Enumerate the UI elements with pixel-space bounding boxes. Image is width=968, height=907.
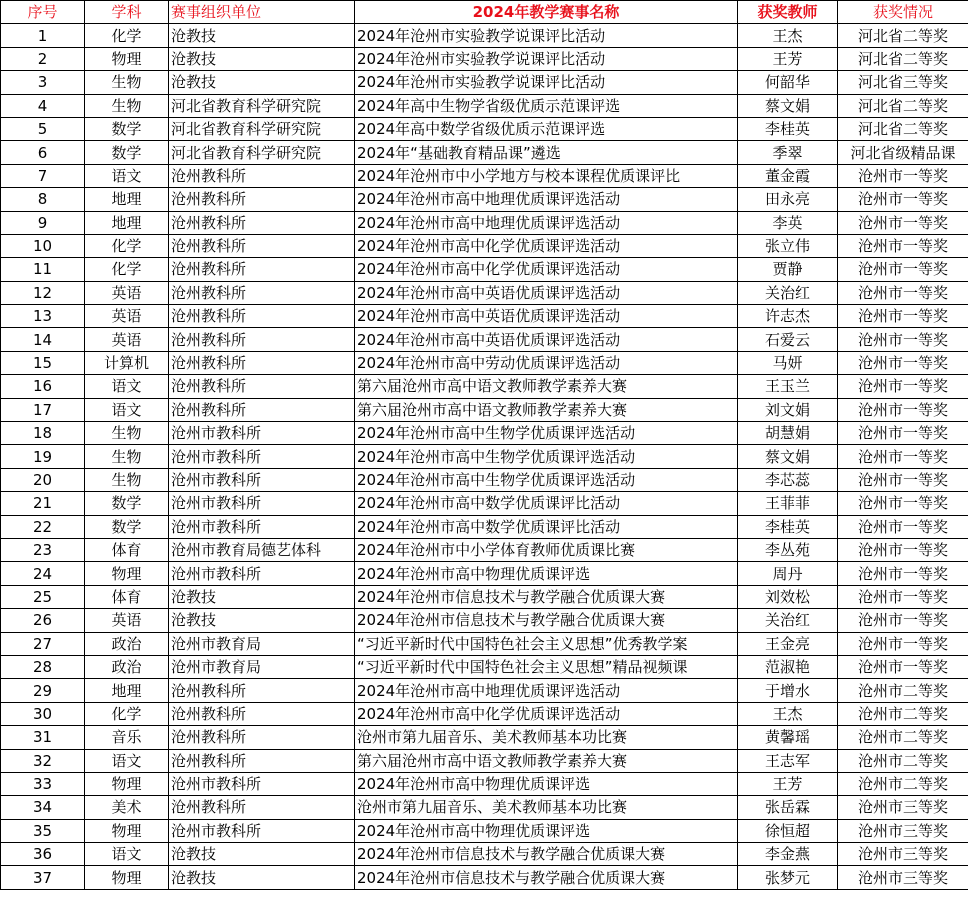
table-row <box>1 726 968 749</box>
cell-no: 5 <box>1 117 85 140</box>
cell-competition: 2024年沧州市高中劳动优质课评选活动 <box>355 351 738 374</box>
cell-organizer: 河北省教育科学研究院 <box>169 117 355 140</box>
cell-competition: 第六届沧州市高中语文教师教学素养大赛 <box>355 749 738 772</box>
cell-competition: 2024年沧州市实验教学说课评比活动 <box>355 24 738 47</box>
header-teacher: 获奖教师 <box>738 1 838 24</box>
table-row <box>1 819 968 842</box>
cell-award: 沧州市一等奖 <box>838 492 968 515</box>
header-competition: 2024年教学赛事名称 <box>355 1 738 24</box>
cell-no: 28 <box>1 655 85 678</box>
cell-no: 24 <box>1 562 85 585</box>
cell-organizer: 沧教技 <box>169 866 355 889</box>
cell-no: 30 <box>1 702 85 725</box>
cell-teacher: 胡慧娟 <box>738 422 838 445</box>
cell-no: 13 <box>1 305 85 328</box>
cell-subject: 物理 <box>85 562 169 585</box>
cell-award: 河北省二等奖 <box>838 47 968 70</box>
cell-award: 沧州市一等奖 <box>838 351 968 374</box>
cell-teacher: 李金燕 <box>738 843 838 866</box>
cell-competition: 第六届沧州市高中语文教师教学素养大赛 <box>355 398 738 421</box>
table-row <box>1 796 968 819</box>
cell-organizer: 沧州教科所 <box>169 305 355 328</box>
cell-competition: 2024年高中生物学省级优质示范课评选 <box>355 94 738 117</box>
header-row <box>1 1 968 24</box>
cell-no: 1 <box>1 24 85 47</box>
cell-award: 沧州市一等奖 <box>838 445 968 468</box>
cell-competition: 2024年沧州市高中英语优质课评选活动 <box>355 328 738 351</box>
cell-teacher: 季翠 <box>738 141 838 164</box>
table-row <box>1 422 968 445</box>
cell-no: 31 <box>1 726 85 749</box>
cell-competition: 2024年沧州市信息技术与教学融合优质课大赛 <box>355 843 738 866</box>
cell-organizer: 沧州市教育局 <box>169 655 355 678</box>
cell-no: 36 <box>1 843 85 866</box>
cell-teacher: 何韶华 <box>738 71 838 94</box>
cell-organizer: 沧州教科所 <box>169 796 355 819</box>
cell-teacher: 王玉兰 <box>738 375 838 398</box>
cell-competition: 2024年沧州市高中地理优质课评选活动 <box>355 679 738 702</box>
table-row <box>1 843 968 866</box>
cell-award: 沧州市三等奖 <box>838 843 968 866</box>
cell-no: 10 <box>1 234 85 257</box>
table-row <box>1 351 968 374</box>
cell-teacher: 李丛苑 <box>738 538 838 561</box>
cell-competition: 2024年沧州市中小学地方与校本课程优质课评比 <box>355 164 738 187</box>
cell-competition: 2024年高中数学省级优质示范课评选 <box>355 117 738 140</box>
cell-competition: 2024年沧州市高中地理优质课评选活动 <box>355 211 738 234</box>
cell-award: 沧州市一等奖 <box>838 422 968 445</box>
cell-organizer: 沧州教科所 <box>169 328 355 351</box>
cell-subject: 英语 <box>85 328 169 351</box>
cell-subject: 语文 <box>85 164 169 187</box>
cell-award: 沧州市一等奖 <box>838 164 968 187</box>
cell-subject: 政治 <box>85 632 169 655</box>
cell-competition: 2024年沧州市信息技术与教学融合优质课大赛 <box>355 866 738 889</box>
cell-subject: 英语 <box>85 609 169 632</box>
cell-award: 河北省二等奖 <box>838 94 968 117</box>
cell-no: 4 <box>1 94 85 117</box>
header-subject: 学科 <box>85 1 169 24</box>
cell-award: 沧州市二等奖 <box>838 772 968 795</box>
cell-competition: 2024年沧州市信息技术与教学融合优质课大赛 <box>355 609 738 632</box>
cell-competition: 2024年沧州市高中物理优质课评选 <box>355 819 738 842</box>
cell-no: 8 <box>1 188 85 211</box>
cell-teacher: 关治红 <box>738 609 838 632</box>
cell-organizer: 沧州市教科所 <box>169 468 355 491</box>
cell-competition: 2024年沧州市信息技术与教学融合优质课大赛 <box>355 585 738 608</box>
table-row <box>1 492 968 515</box>
cell-teacher: 张岳霖 <box>738 796 838 819</box>
cell-organizer: 沧州市教育局德艺体科 <box>169 538 355 561</box>
cell-award: 河北省二等奖 <box>838 117 968 140</box>
cell-no: 21 <box>1 492 85 515</box>
cell-subject: 生物 <box>85 422 169 445</box>
cell-subject: 计算机 <box>85 351 169 374</box>
cell-subject: 化学 <box>85 702 169 725</box>
cell-competition: 2024年沧州市高中英语优质课评选活动 <box>355 305 738 328</box>
header-award: 获奖情况 <box>838 1 968 24</box>
cell-no: 12 <box>1 281 85 304</box>
cell-subject: 音乐 <box>85 726 169 749</box>
cell-subject: 数学 <box>85 117 169 140</box>
table-row <box>1 71 968 94</box>
cell-organizer: 沧州教科所 <box>169 702 355 725</box>
cell-teacher: 王志军 <box>738 749 838 772</box>
cell-no: 20 <box>1 468 85 491</box>
cell-competition: 2024年沧州市高中生物学优质课评选活动 <box>355 445 738 468</box>
cell-competition: 2024年沧州市高中生物学优质课评选活动 <box>355 468 738 491</box>
cell-organizer: 沧州教科所 <box>169 281 355 304</box>
table-row <box>1 609 968 632</box>
cell-subject: 英语 <box>85 281 169 304</box>
cell-competition: 沧州市第九届音乐、美术教师基本功比赛 <box>355 796 738 819</box>
cell-competition: 2024年沧州市高中地理优质课评选活动 <box>355 188 738 211</box>
table-row <box>1 234 968 257</box>
cell-teacher: 蔡文娟 <box>738 445 838 468</box>
table-row <box>1 585 968 608</box>
cell-competition: “习近平新时代中国特色社会主义思想”优秀教学案 <box>355 632 738 655</box>
cell-organizer: 河北省教育科学研究院 <box>169 141 355 164</box>
cell-subject: 物理 <box>85 819 169 842</box>
cell-no: 35 <box>1 819 85 842</box>
cell-competition: 2024年沧州市高中数学优质课评比活动 <box>355 492 738 515</box>
cell-competition: 2024年沧州市高中英语优质课评选活动 <box>355 281 738 304</box>
cell-teacher: 王杰 <box>738 24 838 47</box>
cell-organizer: 沧州市教科所 <box>169 515 355 538</box>
cell-teacher: 贾静 <box>738 258 838 281</box>
cell-subject: 政治 <box>85 655 169 678</box>
cell-subject: 数学 <box>85 492 169 515</box>
cell-teacher: 王菲菲 <box>738 492 838 515</box>
cell-no: 37 <box>1 866 85 889</box>
cell-organizer: 沧州教科所 <box>169 398 355 421</box>
cell-award: 沧州市二等奖 <box>838 749 968 772</box>
table-row <box>1 702 968 725</box>
cell-teacher: 于增水 <box>738 679 838 702</box>
cell-teacher: 李英 <box>738 211 838 234</box>
table-row <box>1 632 968 655</box>
cell-no: 16 <box>1 375 85 398</box>
cell-organizer: 沧教技 <box>169 843 355 866</box>
table-row <box>1 281 968 304</box>
cell-award: 沧州市一等奖 <box>838 632 968 655</box>
cell-no: 18 <box>1 422 85 445</box>
cell-teacher: 王金亮 <box>738 632 838 655</box>
cell-competition: 2024年沧州市实验教学说课评比活动 <box>355 71 738 94</box>
cell-organizer: 沧州教科所 <box>169 211 355 234</box>
cell-no: 23 <box>1 538 85 561</box>
cell-subject: 地理 <box>85 679 169 702</box>
cell-organizer: 沧州教科所 <box>169 188 355 211</box>
cell-teacher: 刘效松 <box>738 585 838 608</box>
cell-no: 9 <box>1 211 85 234</box>
cell-subject: 物理 <box>85 47 169 70</box>
table-row <box>1 141 968 164</box>
cell-award: 沧州市一等奖 <box>838 375 968 398</box>
cell-no: 6 <box>1 141 85 164</box>
cell-competition: 2024年沧州市高中化学优质课评选活动 <box>355 258 738 281</box>
cell-award: 沧州市一等奖 <box>838 609 968 632</box>
table-row <box>1 164 968 187</box>
cell-teacher: 蔡文娟 <box>738 94 838 117</box>
cell-teacher: 王芳 <box>738 47 838 70</box>
cell-organizer: 沧州市教科所 <box>169 445 355 468</box>
cell-award: 沧州市三等奖 <box>838 819 968 842</box>
cell-award: 沧州市一等奖 <box>838 328 968 351</box>
cell-subject: 数学 <box>85 141 169 164</box>
cell-organizer: 河北省教育科学研究院 <box>169 94 355 117</box>
cell-teacher: 张梦元 <box>738 866 838 889</box>
table-row <box>1 211 968 234</box>
cell-competition: 2024年沧州市高中化学优质课评选活动 <box>355 234 738 257</box>
table-row <box>1 538 968 561</box>
table-body <box>1 24 968 889</box>
cell-award: 河北省三等奖 <box>838 71 968 94</box>
cell-subject: 美术 <box>85 796 169 819</box>
cell-no: 19 <box>1 445 85 468</box>
table-row <box>1 328 968 351</box>
cell-no: 34 <box>1 796 85 819</box>
cell-organizer: 沧教技 <box>169 585 355 608</box>
cell-subject: 化学 <box>85 234 169 257</box>
cell-teacher: 李桂英 <box>738 117 838 140</box>
table-row <box>1 305 968 328</box>
cell-organizer: 沧教技 <box>169 609 355 632</box>
cell-no: 29 <box>1 679 85 702</box>
table-row <box>1 562 968 585</box>
table-row <box>1 772 968 795</box>
cell-subject: 化学 <box>85 24 169 47</box>
cell-award: 沧州市二等奖 <box>838 702 968 725</box>
cell-subject: 语文 <box>85 843 169 866</box>
cell-competition: “习近平新时代中国特色社会主义思想”精品视频课 <box>355 655 738 678</box>
cell-teacher: 张立伟 <box>738 234 838 257</box>
cell-no: 32 <box>1 749 85 772</box>
cell-subject: 语文 <box>85 375 169 398</box>
cell-competition: 2024年沧州市实验教学说课评比活动 <box>355 47 738 70</box>
cell-no: 25 <box>1 585 85 608</box>
cell-competition: 2024年沧州市高中数学优质课评比活动 <box>355 515 738 538</box>
cell-organizer: 沧州教科所 <box>169 164 355 187</box>
cell-teacher: 徐恒超 <box>738 819 838 842</box>
table-row <box>1 94 968 117</box>
cell-competition: 2024年沧州市高中化学优质课评选活动 <box>355 702 738 725</box>
cell-organizer: 沧州市教科所 <box>169 492 355 515</box>
cell-subject: 生物 <box>85 445 169 468</box>
table-row <box>1 188 968 211</box>
cell-organizer: 沧州教科所 <box>169 351 355 374</box>
header-organizer: 赛事组织单位 <box>169 1 355 24</box>
cell-subject: 物理 <box>85 866 169 889</box>
cell-award: 河北省级精品课 <box>838 141 968 164</box>
cell-competition: 2024年沧州市高中生物学优质课评选活动 <box>355 422 738 445</box>
cell-organizer: 沧州市教科所 <box>169 819 355 842</box>
table-row <box>1 679 968 702</box>
cell-award: 沧州市一等奖 <box>838 585 968 608</box>
table-row <box>1 866 968 889</box>
cell-award: 沧州市一等奖 <box>838 234 968 257</box>
cell-subject: 数学 <box>85 515 169 538</box>
header-no: 序号 <box>1 1 85 24</box>
cell-organizer: 沧州市教科所 <box>169 562 355 585</box>
cell-teacher: 石爱云 <box>738 328 838 351</box>
cell-award: 沧州市一等奖 <box>838 655 968 678</box>
table-row <box>1 515 968 538</box>
table-row <box>1 655 968 678</box>
cell-award: 沧州市一等奖 <box>838 258 968 281</box>
cell-award: 沧州市三等奖 <box>838 866 968 889</box>
cell-subject: 英语 <box>85 305 169 328</box>
cell-no: 17 <box>1 398 85 421</box>
cell-teacher: 马妍 <box>738 351 838 374</box>
cell-organizer: 沧州教科所 <box>169 726 355 749</box>
cell-subject: 生物 <box>85 468 169 491</box>
cell-award: 沧州市二等奖 <box>838 679 968 702</box>
cell-organizer: 沧州教科所 <box>169 679 355 702</box>
cell-no: 11 <box>1 258 85 281</box>
cell-teacher: 王杰 <box>738 702 838 725</box>
cell-no: 27 <box>1 632 85 655</box>
cell-organizer: 沧州市教科所 <box>169 772 355 795</box>
cell-organizer: 沧教技 <box>169 71 355 94</box>
cell-organizer: 沧州市教科所 <box>169 422 355 445</box>
table-row <box>1 258 968 281</box>
cell-award: 沧州市一等奖 <box>838 188 968 211</box>
cell-teacher: 许志杰 <box>738 305 838 328</box>
cell-no: 7 <box>1 164 85 187</box>
table-row <box>1 398 968 421</box>
cell-organizer: 沧州教科所 <box>169 375 355 398</box>
cell-organizer: 沧教技 <box>169 24 355 47</box>
cell-award: 沧州市一等奖 <box>838 562 968 585</box>
cell-award: 沧州市三等奖 <box>838 796 968 819</box>
cell-subject: 体育 <box>85 538 169 561</box>
table-row <box>1 468 968 491</box>
cell-competition: 2024年沧州市高中物理优质课评选 <box>355 772 738 795</box>
cell-subject: 生物 <box>85 71 169 94</box>
cell-no: 2 <box>1 47 85 70</box>
cell-no: 33 <box>1 772 85 795</box>
table-row <box>1 445 968 468</box>
table-row <box>1 117 968 140</box>
cell-teacher: 李芯蕊 <box>738 468 838 491</box>
cell-award: 沧州市一等奖 <box>838 211 968 234</box>
cell-organizer: 沧州教科所 <box>169 234 355 257</box>
cell-no: 14 <box>1 328 85 351</box>
cell-teacher: 董金霞 <box>738 164 838 187</box>
cell-no: 15 <box>1 351 85 374</box>
cell-competition: 2024年“基础教育精品课”遴选 <box>355 141 738 164</box>
cell-no: 22 <box>1 515 85 538</box>
cell-award: 沧州市一等奖 <box>838 468 968 491</box>
cell-no: 26 <box>1 609 85 632</box>
table-row <box>1 24 968 47</box>
cell-teacher: 王芳 <box>738 772 838 795</box>
cell-subject: 化学 <box>85 258 169 281</box>
cell-organizer: 沧教技 <box>169 47 355 70</box>
cell-teacher: 关治红 <box>738 281 838 304</box>
cell-subject: 语文 <box>85 749 169 772</box>
cell-no: 3 <box>1 71 85 94</box>
cell-award: 沧州市一等奖 <box>838 538 968 561</box>
table-row <box>1 47 968 70</box>
cell-subject: 生物 <box>85 94 169 117</box>
cell-organizer: 沧州市教育局 <box>169 632 355 655</box>
cell-subject: 地理 <box>85 211 169 234</box>
cell-competition: 2024年沧州市中小学体育教师优质课比赛 <box>355 538 738 561</box>
cell-competition: 沧州市第九届音乐、美术教师基本功比赛 <box>355 726 738 749</box>
cell-teacher: 黄馨瑶 <box>738 726 838 749</box>
cell-award: 沧州市一等奖 <box>838 398 968 421</box>
cell-competition: 第六届沧州市高中语文教师教学素养大赛 <box>355 375 738 398</box>
cell-award: 河北省二等奖 <box>838 24 968 47</box>
cell-award: 沧州市一等奖 <box>838 515 968 538</box>
table-row <box>1 749 968 772</box>
cell-organizer: 沧州教科所 <box>169 749 355 772</box>
cell-award: 沧州市二等奖 <box>838 726 968 749</box>
cell-competition: 2024年沧州市高中物理优质课评选 <box>355 562 738 585</box>
cell-teacher: 李桂英 <box>738 515 838 538</box>
cell-award: 沧州市一等奖 <box>838 305 968 328</box>
cell-organizer: 沧州教科所 <box>169 258 355 281</box>
cell-subject: 物理 <box>85 772 169 795</box>
cell-teacher: 周丹 <box>738 562 838 585</box>
cell-teacher: 刘文娟 <box>738 398 838 421</box>
table-row <box>1 375 968 398</box>
cell-subject: 地理 <box>85 188 169 211</box>
cell-subject: 体育 <box>85 585 169 608</box>
cell-teacher: 田永亮 <box>738 188 838 211</box>
cell-subject: 语文 <box>85 398 169 421</box>
cell-award: 沧州市一等奖 <box>838 281 968 304</box>
cell-teacher: 范淑艳 <box>738 655 838 678</box>
